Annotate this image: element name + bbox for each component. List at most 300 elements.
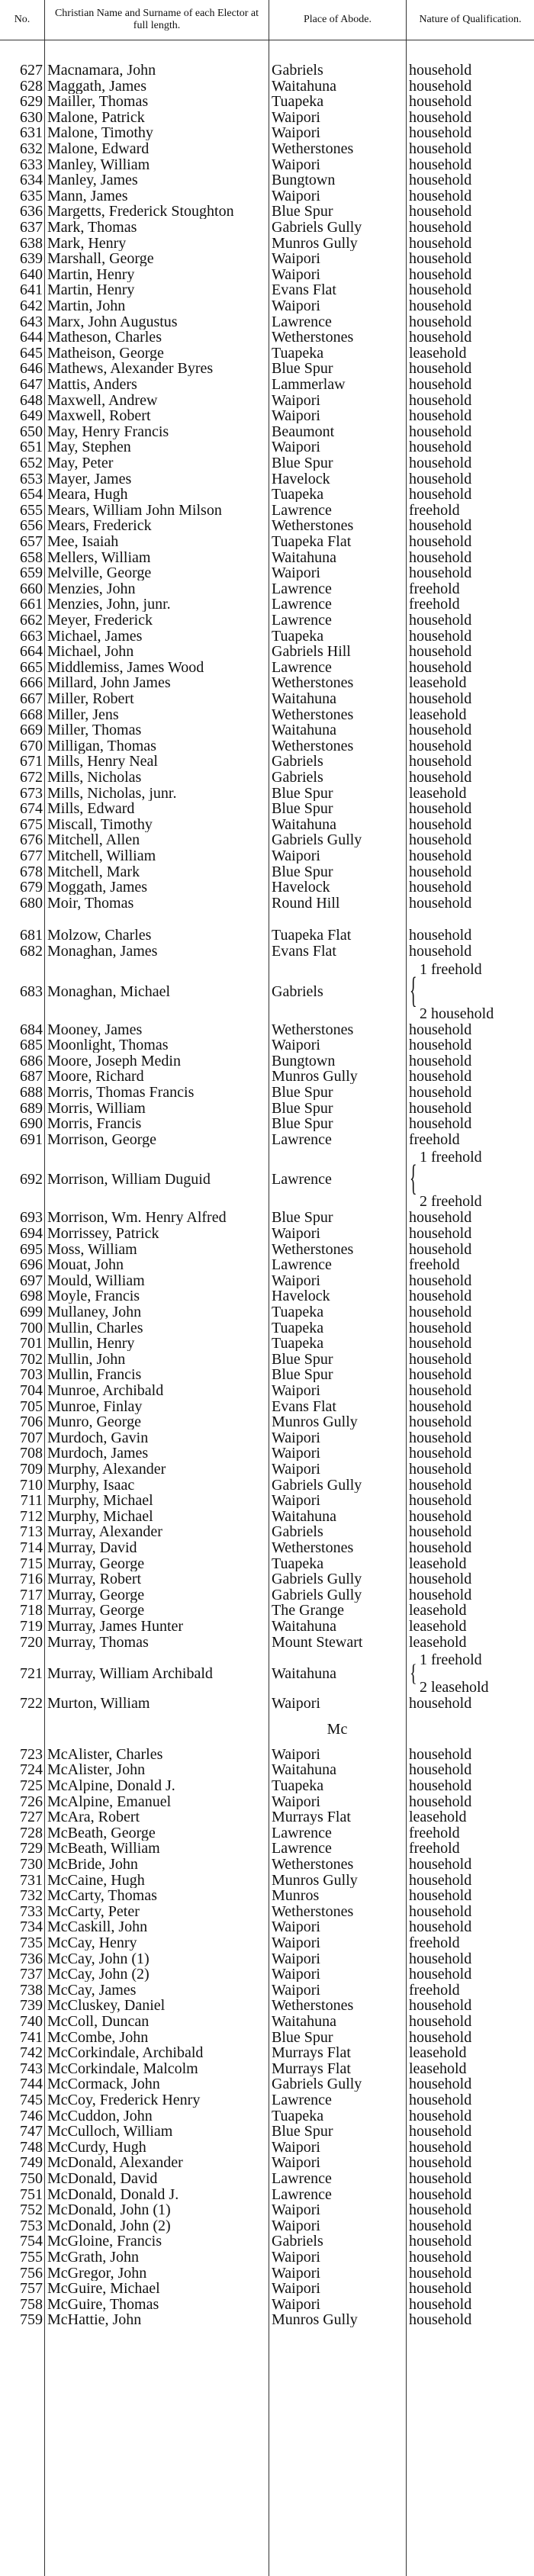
qualification: household xyxy=(409,361,472,377)
elector-number: 658 xyxy=(20,549,43,565)
qualification: household xyxy=(409,659,472,675)
qualification: household xyxy=(409,251,472,267)
elector-number: 660 xyxy=(20,580,43,597)
elector-number: 736 xyxy=(20,1950,43,1967)
place-of-abode: Lawrence xyxy=(272,2186,332,2202)
place-of-abode: Lawrence xyxy=(272,2092,332,2108)
place-of-abode: Wetherstones xyxy=(272,1857,354,1872)
place-of-abode: Wetherstones xyxy=(272,141,354,156)
qualification: household xyxy=(409,928,472,944)
place-of-abode: Tuapeka xyxy=(272,2108,324,2124)
qualification: household xyxy=(409,1383,472,1398)
elector-name: Mooney, James xyxy=(47,1021,143,1037)
elector-name: Murdoch, James xyxy=(47,1446,149,1462)
place-of-abode: Tuapeka Flat xyxy=(272,928,352,944)
elector-number: 727 xyxy=(20,1809,43,1825)
qualification: household xyxy=(409,2233,472,2250)
elector-name: Manley, William xyxy=(47,156,150,172)
place-of-abode: Blue Spur xyxy=(272,361,333,377)
elector-name: Moggath, James xyxy=(47,880,148,896)
place-of-abode: Waipori xyxy=(272,1696,320,1712)
elector-name: Morris, William xyxy=(47,1100,146,1116)
elector-number: 739 xyxy=(20,1998,43,2014)
place-of-abode: Beaumont xyxy=(272,423,335,439)
qualification: freehold xyxy=(409,1982,460,1998)
elector-name: Macnamara, John xyxy=(47,63,156,78)
qualification: household xyxy=(409,770,472,785)
elector-number: 717 xyxy=(20,1587,43,1603)
elector-name: McCormack, John xyxy=(47,2076,160,2092)
place-of-abode: Munros Gully xyxy=(272,235,358,251)
elector-number: 695 xyxy=(20,1241,43,1257)
qualification-second: 2 freehold xyxy=(420,1193,482,1211)
elector-number: 741 xyxy=(20,2029,43,2045)
elector-number: 628 xyxy=(20,78,43,94)
elector-name: May, Stephen xyxy=(47,439,131,455)
qualification: household xyxy=(409,141,472,156)
elector-number: 635 xyxy=(20,188,43,204)
elector-number: 718 xyxy=(20,1603,43,1619)
qualification: household xyxy=(409,156,472,172)
elector-number: 637 xyxy=(20,220,43,235)
elector-name: McColl, Duncan xyxy=(47,2014,150,2029)
qualification: household xyxy=(409,1888,472,1904)
elector-name: McCulloch, William xyxy=(47,2124,173,2140)
elector-name: McDonald, David xyxy=(47,2171,158,2186)
elector-number: 676 xyxy=(20,832,43,848)
qualification: household xyxy=(409,2155,472,2171)
elector-name: Marx, John Augustus xyxy=(47,314,178,330)
qualification: household xyxy=(409,172,472,188)
qualification: household xyxy=(409,63,472,78)
elector-name: McCaine, Hugh xyxy=(47,1872,145,1888)
qualification: household xyxy=(409,565,472,581)
place-of-abode: Tuapeka xyxy=(272,1336,324,1352)
qualification: household xyxy=(409,895,472,911)
elector-name: Munroe, Archibald xyxy=(47,1383,164,1398)
qualification: household xyxy=(409,1430,472,1446)
elector-number: 679 xyxy=(20,880,43,896)
elector-name: Murray, Robert xyxy=(47,1571,142,1587)
elector-number: 631 xyxy=(20,125,43,141)
elector-name: Miller, Jens xyxy=(47,706,119,722)
qualification: household xyxy=(409,1446,472,1462)
qualification: household xyxy=(409,408,472,424)
elector-name: McCay, James xyxy=(47,1982,137,1998)
elector-number: 716 xyxy=(20,1571,43,1587)
place-of-abode: Lawrence xyxy=(272,1171,332,1188)
qualification: freehold xyxy=(409,1825,460,1841)
elector-number: 701 xyxy=(20,1336,43,1352)
elector-number: 684 xyxy=(20,1021,43,1037)
elector-name: Milligan, Thomas xyxy=(47,738,156,754)
elector-name: Menzies, John xyxy=(47,580,136,597)
elector-name: McCluskey, Daniel xyxy=(47,1998,166,2014)
place-of-abode: Waitahuna xyxy=(272,816,337,832)
place-of-abode: Lammerlaw xyxy=(272,377,346,392)
place-of-abode: Waipori xyxy=(272,125,320,141)
elector-name: McDonald, John (2) xyxy=(47,2217,171,2233)
qualification: household xyxy=(409,1021,472,1037)
elector-number: 733 xyxy=(20,1903,43,1919)
qualification: household xyxy=(409,266,472,282)
elector-name: McBeath, William xyxy=(47,1841,160,1857)
place-of-abode: Waipori xyxy=(272,408,320,424)
elector-number: 759 xyxy=(20,2312,43,2328)
place-of-abode: Blue Spur xyxy=(272,2029,333,2045)
elector-number: 649 xyxy=(20,408,43,424)
place-of-abode: Evans Flat xyxy=(272,944,336,959)
place-of-abode: Lawrence xyxy=(272,314,332,330)
elector-number: 665 xyxy=(20,659,43,675)
elector-number: 690 xyxy=(20,1116,43,1132)
place-of-abode: Wetherstones xyxy=(272,1241,354,1257)
qualification: household xyxy=(409,204,472,220)
elector-name: Millard, John James xyxy=(47,675,171,691)
elector-name: Menzies, John, junr. xyxy=(47,597,171,613)
brace-glyph: { xyxy=(410,1159,417,1200)
elector-number: 646 xyxy=(20,361,43,377)
place-of-abode: Munros Gully xyxy=(272,1872,358,1888)
elector-name: Murray, George xyxy=(47,1587,145,1603)
qualification: household xyxy=(409,2186,472,2202)
place-of-abode: Tuapeka xyxy=(272,1555,324,1571)
qualification: household xyxy=(409,1069,472,1085)
place-of-abode: Blue Spur xyxy=(272,2124,333,2140)
qualification: household xyxy=(409,691,472,706)
qualification: household xyxy=(409,880,472,896)
qualification: freehold xyxy=(409,1841,460,1857)
qualification: household xyxy=(409,2108,472,2124)
elector-number: 706 xyxy=(20,1414,43,1430)
elector-name: Miscall, Timothy xyxy=(47,816,153,832)
qualification: household xyxy=(409,2281,472,2297)
qualification: household xyxy=(409,1872,472,1888)
qualification: household xyxy=(409,188,472,204)
elector-name: McGrath, John xyxy=(47,2250,139,2265)
elector-name: Morris, Francis xyxy=(47,1116,142,1132)
elector-number: 753 xyxy=(20,2217,43,2233)
place-of-abode: Blue Spur xyxy=(272,1210,333,1226)
place-of-abode: Tuapeka xyxy=(272,1304,324,1320)
place-of-abode: Wetherstones xyxy=(272,330,354,346)
place-of-abode: Wetherstones xyxy=(272,518,354,534)
elector-name: McGuire, Thomas xyxy=(47,2296,159,2312)
qualification: leasehold xyxy=(409,2060,467,2076)
elector-number: 632 xyxy=(20,141,43,156)
elector-name: Morrissey, Patrick xyxy=(47,1226,159,1241)
elector-number: 747 xyxy=(20,2124,43,2140)
elector-number: 728 xyxy=(20,1825,43,1841)
elector-number: 754 xyxy=(20,2233,43,2250)
elector-number: 674 xyxy=(20,801,43,817)
qualification: household xyxy=(409,282,472,298)
qualification: household xyxy=(409,487,472,503)
elector-name: Murray, George xyxy=(47,1555,145,1571)
elector-name: McDonald, Alexander xyxy=(47,2155,183,2171)
elector-number: 647 xyxy=(20,377,43,392)
elector-number: 719 xyxy=(20,1619,43,1634)
place-of-abode: Gabriels xyxy=(272,770,323,785)
qualification: household xyxy=(409,549,472,565)
elector-name: Mathews, Alexander Byres xyxy=(47,361,214,377)
elector-name: Malone, Edward xyxy=(47,141,150,156)
place-of-abode: Gabriels Hill xyxy=(272,644,351,660)
elector-number: 659 xyxy=(20,565,43,581)
place-of-abode: Lawrence xyxy=(272,659,332,675)
qualification: household xyxy=(409,944,472,959)
elector-number: 720 xyxy=(20,1634,43,1650)
place-of-abode: Evans Flat xyxy=(272,282,336,298)
elector-name: Mouat, John xyxy=(47,1257,124,1273)
table-row-multi-qualification xyxy=(0,960,534,1022)
place-of-abode: Tuapeka xyxy=(272,94,324,110)
place-of-abode: Lawrence xyxy=(272,1131,332,1147)
table-row-multi-qualification xyxy=(0,1650,534,1696)
elector-number: 643 xyxy=(20,314,43,330)
qualification: household xyxy=(409,1696,472,1712)
place-of-abode: Waipori xyxy=(272,156,320,172)
elector-number: 662 xyxy=(20,613,43,628)
elector-name: Michael, John xyxy=(47,644,134,660)
place-of-abode: Havelock xyxy=(272,1288,330,1304)
elector-name: Michael, James xyxy=(47,628,143,644)
place-of-abode: Waipori xyxy=(272,1272,320,1288)
place-of-abode: Havelock xyxy=(272,880,330,896)
qualification: household xyxy=(409,518,472,534)
elector-name: Margetts, Frederick Stoughton xyxy=(47,204,234,220)
elector-name: May, Peter xyxy=(47,455,114,471)
elector-number: 627 xyxy=(20,63,43,78)
place-of-abode: Waipori xyxy=(272,1746,320,1762)
place-of-abode: Waitahuna xyxy=(272,691,337,706)
elector-name: Manley, James xyxy=(47,172,138,188)
place-of-abode: Gabriels xyxy=(272,1524,323,1540)
place-of-abode: Evans Flat xyxy=(272,1398,336,1414)
elector-number: 700 xyxy=(20,1320,43,1336)
qualification: leasehold xyxy=(409,345,467,361)
elector-name: Murton, William xyxy=(47,1696,150,1712)
place-of-abode: Murrays Flat xyxy=(272,1809,351,1825)
place-of-abode: Waipori xyxy=(272,1493,320,1509)
elector-number: 656 xyxy=(20,518,43,534)
elector-name: Miller, Thomas xyxy=(47,722,142,738)
qualification: household xyxy=(409,220,472,235)
elector-number: 698 xyxy=(20,1288,43,1304)
qualification: household xyxy=(409,1241,472,1257)
elector-name: Mann, James xyxy=(47,188,128,204)
qualification: household xyxy=(409,1367,472,1383)
place-of-abode: Wetherstones xyxy=(272,738,354,754)
qualification: household xyxy=(409,722,472,738)
elector-number: 653 xyxy=(20,471,43,487)
elector-name: Moore, Richard xyxy=(47,1069,144,1085)
elector-number: 756 xyxy=(20,2265,43,2281)
place-of-abode: Waitahuna xyxy=(272,722,337,738)
elector-number: 731 xyxy=(20,1872,43,1888)
place-of-abode: Gabriels Gully xyxy=(272,832,362,848)
elector-number: 663 xyxy=(20,628,43,644)
elector-name: Mee, Isaiah xyxy=(47,534,119,549)
elector-name: McCay, Henry xyxy=(47,1935,137,1950)
place-of-abode: Wetherstones xyxy=(272,1998,354,2014)
elector-number: 721 xyxy=(20,1665,43,1683)
place-of-abode: Waitahuna xyxy=(272,1508,337,1524)
qualification: household xyxy=(409,1226,472,1241)
place-of-abode: Waipori xyxy=(272,251,320,267)
qualification: household xyxy=(409,2092,472,2108)
elector-name: Morrison, William Duguid xyxy=(47,1171,211,1188)
header-name: Christian Name and Surname of each Elector at full length. xyxy=(44,0,269,40)
qualification: household xyxy=(409,1336,472,1352)
elector-number: 743 xyxy=(20,2060,43,2076)
elector-number: 748 xyxy=(20,2139,43,2155)
place-of-abode: Waitahuna xyxy=(272,78,337,94)
elector-number: 686 xyxy=(20,1053,43,1069)
elector-number: 691 xyxy=(20,1131,43,1147)
elector-number: 696 xyxy=(20,1257,43,1273)
place-of-abode: Havelock xyxy=(272,471,330,487)
elector-name: McBeath, George xyxy=(47,1825,156,1841)
elector-number: 634 xyxy=(20,172,43,188)
elector-name: McDonald, John (1) xyxy=(47,2202,171,2218)
qualification: household xyxy=(409,1778,472,1793)
elector-number: 752 xyxy=(20,2202,43,2218)
qualification: household xyxy=(409,1998,472,2014)
place-of-abode: Munros Gully xyxy=(272,2312,358,2328)
elector-name: Martin, Henry xyxy=(47,266,135,282)
place-of-abode: Waipori xyxy=(272,1462,320,1477)
qualification: leasehold xyxy=(409,1809,467,1825)
place-of-abode: Wetherstones xyxy=(272,1540,354,1555)
elector-name: McAra, Robert xyxy=(47,1809,140,1825)
place-of-abode: Waipori xyxy=(272,2281,320,2297)
place-of-abode: Blue Spur xyxy=(272,204,333,220)
qualification: household xyxy=(409,738,472,754)
elector-number: 664 xyxy=(20,644,43,660)
elector-number: 675 xyxy=(20,816,43,832)
elector-name: McAlister, Charles xyxy=(47,1746,163,1762)
qualification: household xyxy=(409,2076,472,2092)
place-of-abode: Murrays Flat xyxy=(272,2045,351,2061)
qualification: freehold xyxy=(409,1257,460,1273)
place-of-abode: Waipori xyxy=(272,2202,320,2218)
elector-number: 707 xyxy=(20,1430,43,1446)
qualification: household xyxy=(409,109,472,125)
elector-name: Mullaney, John xyxy=(47,1304,142,1320)
elector-name: Miller, Robert xyxy=(47,691,134,706)
elector-name: McCombe, John xyxy=(47,2029,149,2045)
qualification: household xyxy=(409,2202,472,2218)
place-of-abode: Waipori xyxy=(272,1037,320,1053)
elector-number: 729 xyxy=(20,1841,43,1857)
place-of-abode: Waipori xyxy=(272,1982,320,1998)
qualification: household xyxy=(409,1272,472,1288)
elector-number: 697 xyxy=(20,1272,43,1288)
place-of-abode: Gabriels xyxy=(272,63,323,78)
elector-name: Middlemiss, James Wood xyxy=(47,659,204,675)
elector-name: Maggath, James xyxy=(47,78,146,94)
elector-number: 666 xyxy=(20,675,43,691)
qualification: household xyxy=(409,392,472,408)
place-of-abode: Gabriels xyxy=(272,2233,323,2250)
place-of-abode: Waitahuna xyxy=(272,549,337,565)
qualification: household xyxy=(409,1524,472,1540)
elector-name: Murray, Thomas xyxy=(47,1634,149,1650)
place-of-abode: Waipori xyxy=(272,1430,320,1446)
qualification: leasehold xyxy=(409,2045,467,2061)
place-of-abode: Tuapeka xyxy=(272,1320,324,1336)
elector-name: Murphy, Alexander xyxy=(47,1462,166,1477)
place-of-abode: Blue Spur xyxy=(272,1116,333,1132)
qualification: household xyxy=(409,1053,472,1069)
elector-number: 639 xyxy=(20,251,43,267)
elector-name: Mould, William xyxy=(47,1272,145,1288)
elector-name: McGloine, Francis xyxy=(47,2233,162,2250)
elector-name: Meyer, Frederick xyxy=(47,613,153,628)
qualification: household xyxy=(409,298,472,314)
place-of-abode: Waitahuna xyxy=(272,1665,337,1683)
elector-number: 710 xyxy=(20,1477,43,1493)
elector-number: 693 xyxy=(20,1210,43,1226)
elector-number: 667 xyxy=(20,691,43,706)
elector-name: Mitchell, Mark xyxy=(47,863,140,880)
qualification: household xyxy=(409,863,472,880)
elector-name: Murray, George xyxy=(47,1603,145,1619)
elector-number: 670 xyxy=(20,738,43,754)
place-of-abode: Waipori xyxy=(272,1446,320,1462)
header-nature: Nature of Qualification. xyxy=(406,0,534,40)
elector-name: Mears, Frederick xyxy=(47,518,152,534)
elector-name: Marshall, George xyxy=(47,251,154,267)
elector-number: 640 xyxy=(20,266,43,282)
qualification: household xyxy=(409,2296,472,2312)
place-of-abode: Blue Spur xyxy=(272,1351,333,1367)
place-of-abode: Waipori xyxy=(272,2265,320,2281)
qualification: household xyxy=(409,848,472,863)
qualification: household xyxy=(409,1587,472,1603)
qualification: household xyxy=(409,94,472,110)
elector-number: 657 xyxy=(20,534,43,549)
place-of-abode: Blue Spur xyxy=(272,785,333,801)
elector-number: 758 xyxy=(20,2296,43,2312)
elector-name: Mailler, Thomas xyxy=(47,94,149,110)
place-of-abode: Waipori xyxy=(272,2155,320,2171)
elector-name: Mullin, John xyxy=(47,1351,126,1367)
place-of-abode: Munros xyxy=(272,1888,320,1904)
qualification: household xyxy=(409,2014,472,2029)
elector-name: Murray, Alexander xyxy=(47,1524,162,1540)
elector-number: 638 xyxy=(20,235,43,251)
qualification: freehold xyxy=(409,1131,460,1147)
elector-name: Mears, William John Milson xyxy=(47,502,222,518)
elector-number: 750 xyxy=(20,2171,43,2186)
elector-number: 708 xyxy=(20,1446,43,1462)
elector-number: 744 xyxy=(20,2076,43,2092)
elector-name: Monaghan, James xyxy=(47,944,158,959)
elector-number: 641 xyxy=(20,282,43,298)
qualification: household xyxy=(409,1508,472,1524)
elector-name: McCaskill, John xyxy=(47,1919,148,1935)
elector-name: Moore, Joseph Medin xyxy=(47,1053,181,1069)
elector-name: Mullin, Charles xyxy=(47,1320,143,1336)
place-of-abode: Lawrence xyxy=(272,2171,332,2186)
elector-name: Mattis, Anders xyxy=(47,377,137,392)
place-of-abode: Tuapeka xyxy=(272,628,324,644)
qualification: household xyxy=(409,235,472,251)
qualification: freehold xyxy=(409,597,460,613)
elector-name: Martin, Henry xyxy=(47,282,135,298)
